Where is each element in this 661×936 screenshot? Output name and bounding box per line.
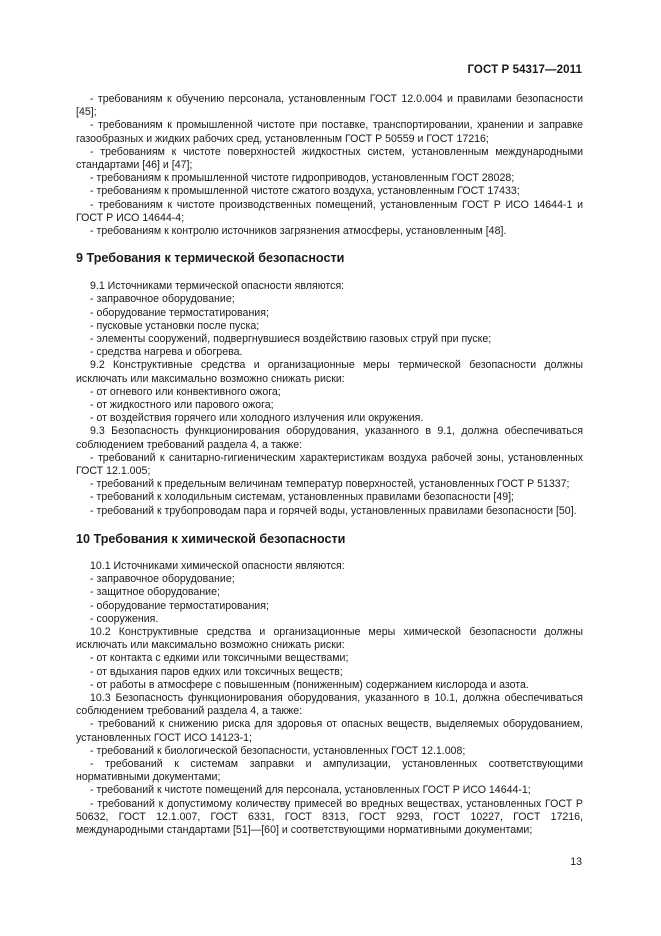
document-body xyxy=(76,93,583,837)
section-9-body xyxy=(76,280,583,518)
paragraph: - сооружения. xyxy=(90,612,159,625)
paragraph: - требований к системам заправки и ампулизации, установленных соответствующими нормативными документами; xyxy=(76,757,583,784)
paragraph: - требованиям к промышленной чистоте гидроприводов, установленным ГОСТ 28028; xyxy=(90,172,515,185)
section-10-heading: 10 Требования к химической безопасности xyxy=(76,531,346,546)
paragraph: - оборудование термостатирования; xyxy=(90,599,269,612)
section-9-heading: 9 Требования к термической безопасности xyxy=(76,251,345,266)
paragraph: - элементы сооружений, подвергнувшиеся воздействию газовых струй при пуске; xyxy=(90,333,492,346)
paragraph: 10.3 Безопасность функционирования оборудования, указанного в 10.1, должна обеспечиваться соблюдением требований раздела 4, а также: xyxy=(76,691,583,718)
paragraph: 9.3 Безопасность функционирования оборудования, указанного в 9.1, должна обеспечиваться соблюдением требований раздела 4, а также: xyxy=(76,425,583,451)
paragraph: - требованиям к чистоте поверхностей жидкостных систем, установленным международными стандартами [46] и [47]; xyxy=(76,145,583,172)
paragraph: - заправочное оборудование; xyxy=(90,293,235,306)
paragraph: - требований к предельным величинам температур поверхностей, установленных ГОСТ Р 51337; xyxy=(90,478,570,491)
paragraph: - требований к снижению риска для здоровья от опасных веществ, выделяемых оборудованием, установленных ГОСТ ИСО 14123-1; xyxy=(76,718,583,744)
paragraph: - требований к санитарно-гигиеническим характеристикам воздуха рабочей зоны, установленных ГОСТ 12.1.005; xyxy=(76,451,583,478)
paragraph: - от вдыхания паров едких или токсичных веществ; xyxy=(90,665,343,678)
paragraph: - требований к чистоте помещений для персонала, установленных ГОСТ Р ИСО 14644-1; xyxy=(90,784,531,797)
paragraph: - защитное оборудование; xyxy=(90,586,220,599)
section-10-body xyxy=(76,560,583,837)
paragraph: - требованиям к промышленной чистоте при поставке, транспортировании, хранении и заправке газообразных и жидких рабочих сред, установленным ГОСТ Р 50559 и ГОСТ 17216; xyxy=(76,119,583,145)
paragraph: - от воздействия горячего или холодного излучения или окружения. xyxy=(90,412,424,425)
paragraph: 10.1 Источниками химической опасности являются: xyxy=(90,559,345,572)
paragraph: - требований к биологической безопасности, установленных ГОСТ 12.1.008; xyxy=(90,744,466,757)
paragraph: - требованиям к обучению персонала, установленным ГОСТ 12.0.004 и правилами безопасности [45]; xyxy=(76,93,583,119)
paragraph: - требований к трубопроводам пара и горячей воды, установленных правилами безопасности [50]. xyxy=(90,504,577,517)
paragraph: 9.1 Источниками термической опасности являются: xyxy=(90,280,345,293)
document-code-header: ГОСТ Р 54317—2011 xyxy=(467,64,582,76)
paragraph: - оборудование термостатирования; xyxy=(90,306,269,319)
paragraph: - требованиям к промышленной чистоте сжатого воздуха, установленным ГОСТ 17433; xyxy=(90,185,520,198)
paragraph: - заправочное оборудование; xyxy=(90,573,235,586)
section-8-continuation xyxy=(76,93,583,238)
page-number: 13 xyxy=(570,856,582,868)
paragraph: - требований к холодильным системам, установленных правилами безопасности [49]; xyxy=(90,491,514,504)
paragraph: - требованиям к чистоте производственных помещений, установленным ГОСТ Р ИСО 14644-1 и ГОСТ Р ИСО 14644-4; xyxy=(76,198,583,224)
paragraph: - средства нагрева и обогрева. xyxy=(90,346,243,359)
paragraph: - от огневого или конвективного ожога; xyxy=(90,385,281,398)
paragraph: 9.2 Конструктивные средства и организационные меры термической безопасности должны исключать или максимально возможно снижать риски: xyxy=(76,359,583,385)
paragraph: - от работы в атмосфере с повышенным (пониженным) содержанием кислорода и азота. xyxy=(90,678,529,691)
paragraph: - пусковые установки после пуска; xyxy=(90,319,260,332)
paragraph: - требований к допустимому количеству примесей во вредных веществах, установленных ГОСТ Р 50632, ГОСТ 12.1.007, ГОСТ 6331, ГОСТ 8313, ГОСТ 9293, ГОСТ 10227, ГОСТ 17216, международными стандартами [51]—[60] и соответствующими нормативными документами; xyxy=(76,797,583,836)
paragraph: - требованиям к контролю источников загрязнения атмосферы, установленным [48]. xyxy=(90,225,507,238)
paragraph: - от жидкостного или парового ожога; xyxy=(90,399,274,412)
paragraph: - от контакта с едкими или токсичными веществами; xyxy=(90,652,349,665)
paragraph: 10.2 Конструктивные средства и организационные меры химической безопасности должны исключать или максимально возможно снижать риски: xyxy=(76,625,583,652)
